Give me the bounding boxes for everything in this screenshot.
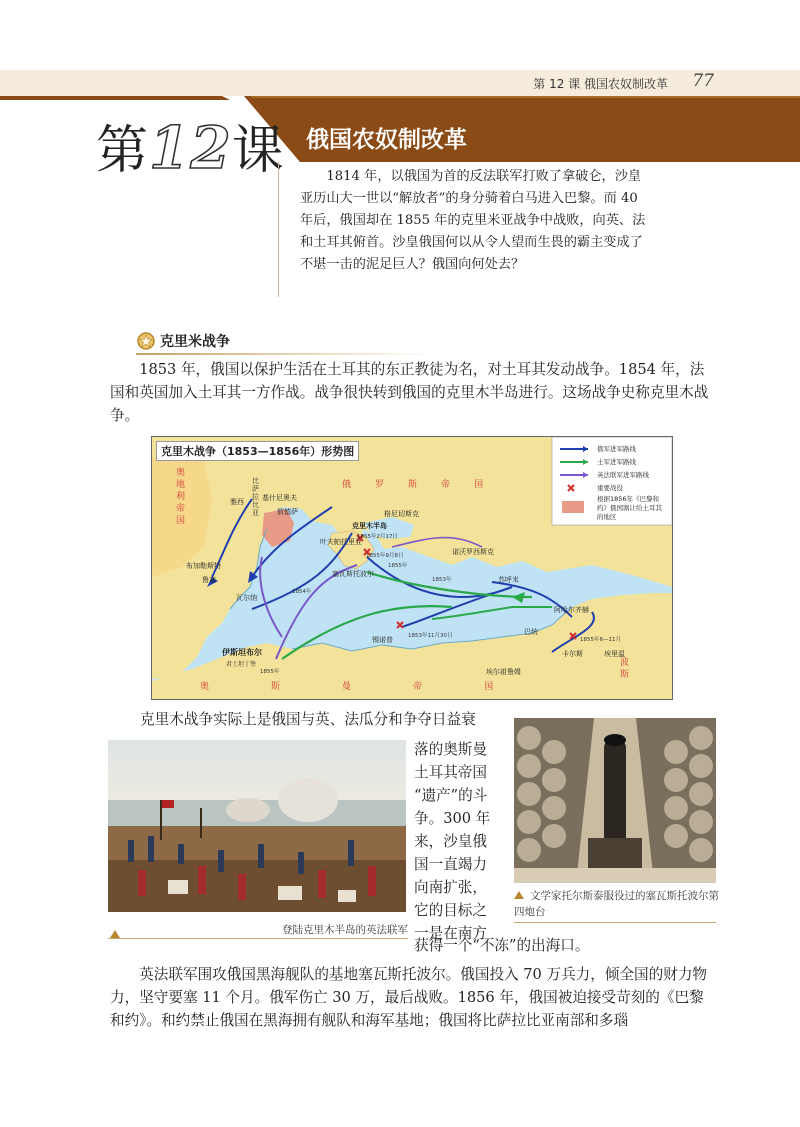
place-label: 布加勒斯特 xyxy=(186,562,221,570)
page-number: 77 xyxy=(692,71,714,91)
section-title: 克里米战争 xyxy=(160,334,230,350)
region-persia: 波 斯 xyxy=(620,658,630,680)
paragraph-2: 英法联军围攻俄国黑海舰队的基地塞瓦斯托波尔。俄国投入 70 万兵力，倾全国的财力物力，坚守要塞 11 个月。俄军伤亡 30 万，最后战败。1856 年，俄国被迫接受苛刻的《巴黎和约》。和约禁止俄国在黑海拥有舰队和海军基地；俄国将比萨拉比亚南部和多瑙 xyxy=(110,966,708,1029)
caption-triangle-icon xyxy=(110,930,120,938)
crimean-war-map: 俄军进军路线 土军进军路线 英法联军进军路线 重要战役 根据1856年《巴黎和约》俄国割让给土耳其的地区 奥 地 利 帝 国 俄罗斯帝国 奥斯曼帝国 波 斯 比萨拉比亚 雅西 基什尼奥夫 敖德萨 格尼切斯克 克里木半岛 叶夫帕托里亚 塞瓦斯托波尔 诺沃罗西斯克 布加勒斯特 鲁塞 瓦尔纳 伊斯坦布尔 君士坦丁堡 苏呼米 阿哈尔齐赫 巴统 卡尔斯 埃里温 埃尔祖鲁姆 锡诺普 1855年2月17日 1855年9月8日 1853年11月30日 1855年6—11月 1853年 1855年 1854年 1855年 xyxy=(151,436,673,700)
lesson-number-digits: 12 xyxy=(149,114,232,182)
place-label: 塞瓦斯托波尔 xyxy=(332,570,374,578)
column-text: 落的奥斯曼 土耳其帝国 “遗产”的斗 争。300 年 来，沙皇俄 国一直竭力 向南扩张， 它的目标之 一是在南方 xyxy=(414,741,491,942)
place-label: 伊斯坦布尔 xyxy=(222,648,262,657)
lesson-number: 第12课 xyxy=(96,114,285,182)
place-label: 阿哈尔齐赫 xyxy=(554,606,589,614)
lesson-title: 俄国农奴制改革 xyxy=(306,127,467,153)
place-label: 雅西 xyxy=(230,498,244,506)
place-label: 埃尔祖鲁姆 xyxy=(486,668,521,676)
label-bessarabia: 比萨拉比亚 xyxy=(252,477,259,517)
caption-rule xyxy=(514,922,716,923)
legend-label: 土军进军路线 xyxy=(597,458,636,466)
map-title: 克里木战争（1853—1856年）形势图 xyxy=(156,441,359,461)
running-title: 第 12 课 俄国农奴制改革 xyxy=(533,77,668,91)
date-label: 1855年2月17日 xyxy=(357,534,398,540)
caption-rule xyxy=(108,938,408,939)
region-russia: 俄罗斯帝国 xyxy=(342,480,508,490)
medal-icon xyxy=(136,331,156,351)
photo2-caption: 文学家托尔斯泰服役过的塞瓦斯托波尔第四炮台 xyxy=(514,890,719,918)
date-label: 1854年 xyxy=(292,589,312,595)
place-label: 克里木半岛 xyxy=(352,522,387,530)
legend-label: 俄军进军路线 xyxy=(597,445,636,453)
place-label: 苏呼米 xyxy=(498,576,519,584)
place-label: 诺沃罗西斯克 xyxy=(452,548,494,556)
place-label: 卡尔斯 xyxy=(562,650,583,658)
paragraph-1: 1853 年，俄国以保护生活在土耳其的东正教徒为名，对土耳其发动战争。1854 年，法国和英国加入土耳其一方作战。战争很快转到俄国的克里木半岛进行。这场战争史称克里木战争。 xyxy=(110,361,709,424)
place-label: 巴统 xyxy=(524,628,538,636)
place-label: 君士坦丁堡 xyxy=(226,661,257,668)
legend-label: 重要战役 xyxy=(597,484,623,492)
region-ottoman: 奥斯曼帝国 xyxy=(200,682,556,692)
place-label: 瓦尔纳 xyxy=(236,594,257,602)
place-label: 锡诺普 xyxy=(372,636,393,644)
date-label: 1855年9月8日 xyxy=(366,553,404,559)
cannon-photo-image xyxy=(514,718,716,883)
section-underline xyxy=(136,353,436,355)
date-label: 1855年 xyxy=(388,563,408,569)
place-label: 埃里温 xyxy=(604,650,625,658)
column-text-line1: 克里木战争实际上是俄国与英、法瓜分和争夺日益衰 xyxy=(140,711,476,728)
date-label: 1853年 xyxy=(432,577,452,583)
legend-label: 根据1856年《巴黎和约》俄国割让给土耳其的地区 xyxy=(597,495,662,521)
place-label: 敖德萨 xyxy=(277,508,298,516)
column-text-last: 获得一个“不冻”的出海口。 xyxy=(414,937,590,954)
date-label: 1853年11月30日 xyxy=(408,633,453,639)
place-label: 鲁塞 xyxy=(202,576,216,584)
place-label: 基什尼奥夫 xyxy=(262,494,297,502)
landing-painting-image xyxy=(108,740,406,912)
photo1-caption: 登陆克里木半岛的英法联军 xyxy=(282,924,408,936)
caption-triangle-icon xyxy=(514,891,524,899)
date-label: 1855年 xyxy=(260,669,280,675)
date-label: 1855年6—11月 xyxy=(580,637,621,643)
running-head xyxy=(0,70,800,96)
intro-text: 1814 年，以俄国为首的反法联军打败了拿破仑，沙皇亚历山大一世以“解放者”的身分骑着白马进入巴黎。而 40 年后，俄国却在 1855 年的克里米亚战争中战败，向英、法和土耳其俯首。沙皇俄国何以从令人望而生畏的霸主变成了不堪一击的泥足巨人？俄国向何处去？ xyxy=(300,169,646,272)
legend-label: 英法联军进军路线 xyxy=(597,471,649,479)
place-label: 格尼切斯克 xyxy=(384,510,419,518)
place-label: 叶夫帕托里亚 xyxy=(320,538,362,546)
